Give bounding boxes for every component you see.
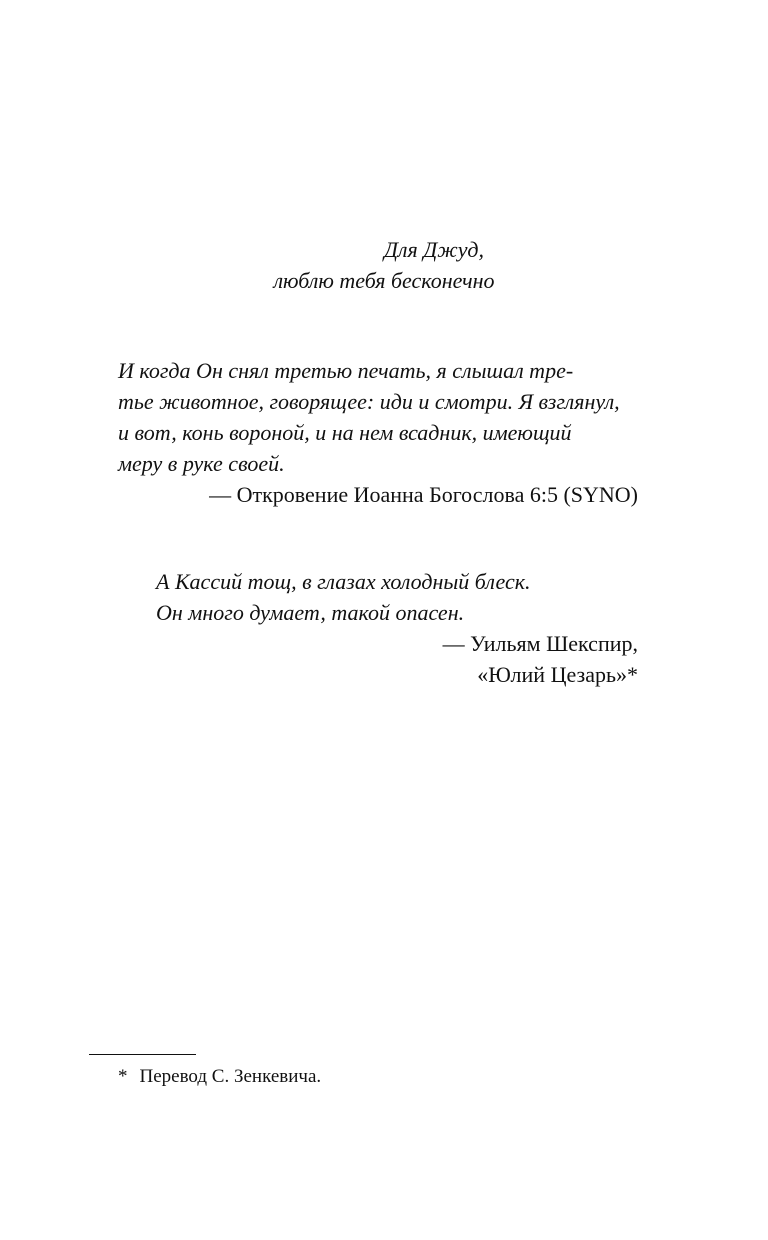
footnote-divider — [89, 1054, 196, 1055]
dedication — [0, 234, 768, 296]
epigraph-revelation — [118, 355, 638, 510]
quote-line: меру в руке своей. — [118, 451, 285, 476]
verse-line: Он много думает, такой опасен. — [156, 600, 465, 625]
epigraph-attribution: — Откровение Иоанна Богослова 6:5 (SYNO) — [209, 482, 638, 507]
epigraph-author: — Уильям Шекспир, — [442, 631, 638, 656]
footnote-text: Перевод С. Зенкевича. — [139, 1066, 322, 1087]
epigraph-work: «Юлий Цезарь»* — [477, 662, 638, 687]
footnote-mark: * — [118, 1066, 128, 1087]
quote-line: И когда Он снял третью печать, я слышал тре- — [118, 358, 574, 383]
dedication-line-2: люблю тебя бесконечно — [273, 268, 495, 293]
dedication-line-1: Для Джуд, — [383, 237, 485, 262]
quote-line: тье животное, говорящее: иди и смотри. Я взглянул, — [118, 389, 620, 414]
epigraph-quote — [118, 355, 638, 479]
quote-line: и вот, конь вороной, и на нем всадник, имеющий — [118, 420, 572, 445]
footnote — [118, 1064, 321, 1090]
epigraph-shakespeare — [156, 566, 638, 690]
verse-line: А Кассий тощ, в глазах холодный блеск. — [156, 569, 531, 594]
